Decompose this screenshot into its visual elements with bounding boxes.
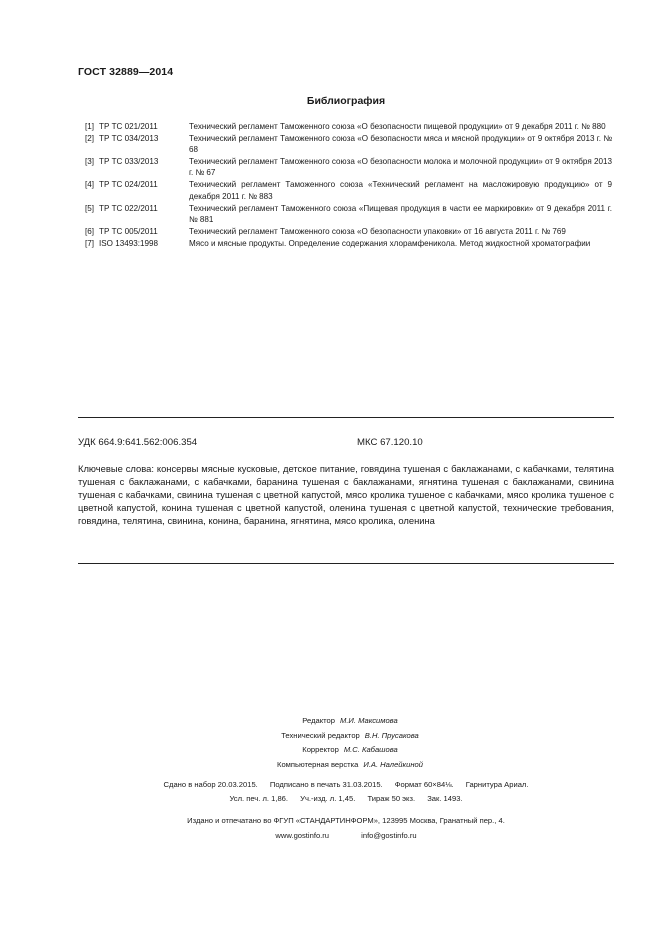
bibliography-title: Библиография (306, 95, 386, 107)
credit-technical-editor (200, 729, 500, 744)
entry-code: ТР ТС 034/2013 (99, 134, 159, 143)
entry-text: Технический регламент Таможенного союза «О безопасности упаковки» от 16 августа 2011 г. № 769 (189, 226, 566, 236)
imprint-publisher-sheets: Уч.-изд. л. 1,45. (300, 793, 356, 803)
entry-code: ТР ТС 033/2013 (99, 157, 159, 167)
top-divider (78, 417, 614, 418)
imprint-printed-sheets: Усл. печ. л. 1,86. (229, 793, 289, 803)
credit-role: Технический редактор (281, 730, 360, 740)
entry-code: ТР ТС 021/2011 (99, 122, 158, 131)
entry-number: [1] (85, 122, 94, 131)
bibliography-entry (85, 226, 612, 237)
bibliography-list (85, 121, 612, 250)
entry-text: Технический регламент Таможенного союза «Пищевая продукция в части ее маркировки» от 9 декабря 2011 г. № 881 (189, 203, 612, 224)
entry-number: [3] (85, 157, 94, 167)
imprint-line-2 (100, 792, 592, 806)
entry-text: Технический регламент Таможенного союза «О безопасности пищевой продукции» от 9 декабря 2011 г. № 880 (189, 122, 606, 131)
credits-block (200, 714, 500, 772)
entry-number: [2] (85, 134, 94, 143)
entry-number: [5] (85, 203, 94, 213)
document-header: ГОСТ 32889—2014 (78, 66, 174, 78)
keywords-paragraph: Ключевые слова: консервы мясные кусковые, детское питание, говядина тушеная с баклажанами, с кабачками, телятина тушеная с баклажанами, с кабачками, баранина тушеная с баклажанами, ягнятина тушеная с баклажанами, свинина тушеная с кабачками, свинина тушеная с цветной капустой, мясо кролика тушеное с кабачками, мясо кролика тушеное с цветной капустой, конина тушеная с цветной капустой, оленина тушеная с цветной капустой, технические требования, говядина, телятина, свинина, конина, баранина, ягнятина, мясо кролика, оленина (78, 463, 614, 527)
credit-editor (200, 714, 500, 729)
imprint-block (100, 778, 592, 805)
bibliography-entry (85, 203, 612, 225)
credit-proofreader (200, 743, 500, 758)
credit-name: В.Н. Прусакова (364, 730, 419, 740)
bibliography-entry (85, 133, 612, 155)
credit-name: И.А. Налейкиной (363, 759, 423, 769)
publisher-contacts (100, 829, 592, 844)
imprint-line-1 (100, 778, 592, 792)
publisher-email[interactable]: info@gostinfo.ru (361, 830, 417, 840)
imprint-submitted: Сдано в набор 20.03.2015. (163, 780, 258, 789)
publisher-website[interactable]: www.gostinfo.ru (275, 830, 330, 840)
entry-text: Технический регламент Таможенного союза «О безопасности молока и молочной продукции» от 9 октября 2013 г. № 67 (189, 157, 612, 178)
credit-role: Компьютерная верстка (277, 759, 359, 769)
publisher-block (100, 814, 592, 843)
bibliography-entry (85, 238, 612, 249)
imprint-signed: Подписано в печать 31.03.2015. (269, 780, 383, 789)
credit-name: М.И. Максимова (340, 716, 398, 725)
imprint-format: Формат 60×84⅛. (394, 780, 454, 789)
bibliography-entry (85, 156, 612, 178)
credit-layout (200, 758, 500, 773)
entry-code: ТР ТС 022/2011 (99, 203, 158, 213)
bottom-divider (78, 563, 614, 564)
entry-text: Технический регламент Таможенного союза «О безопасности мяса и мясной продукции» от 9 октября 2013 г. № 68 (189, 134, 612, 155)
entry-code: ТР ТС 005/2011 (99, 226, 158, 236)
credit-role: Редактор (302, 716, 335, 725)
entry-number: [6] (85, 226, 94, 236)
entry-text: Мясо и мясные продукты. Определение содержания хлорамфеникола. Метод жидкостной хроматографии (189, 238, 591, 248)
imprint-typeface: Гарнитура Ариал. (465, 780, 529, 789)
udk-code: УДК 664.9:641.562:006.354 (78, 437, 198, 448)
credit-name: М.С. Кабашова (343, 745, 398, 755)
imprint-order: Зак. 1493. (427, 793, 463, 803)
entry-text: Технический регламент Таможенного союза «Технический регламент на масложировую продукцию» от 9 декабря 2011 г. № 883 (189, 180, 612, 201)
mks-code: МКС 67.120.10 (357, 437, 423, 448)
bibliography-entry (85, 179, 612, 201)
imprint-run: Тираж 50 экз. (367, 793, 416, 803)
credit-role: Корректор (302, 745, 339, 755)
publisher-address: Издано и отпечатано во ФГУП «СТАНДАРТИНФОРМ», 123995 Москва, Гранатный пер., 4. (187, 816, 505, 825)
entry-code: ISO 13493:1998 (99, 238, 158, 248)
entry-code: ТР ТС 024/2011 (99, 180, 158, 190)
entry-number: [4] (85, 180, 94, 190)
entry-number: [7] (85, 238, 94, 248)
bibliography-entry (85, 121, 612, 132)
